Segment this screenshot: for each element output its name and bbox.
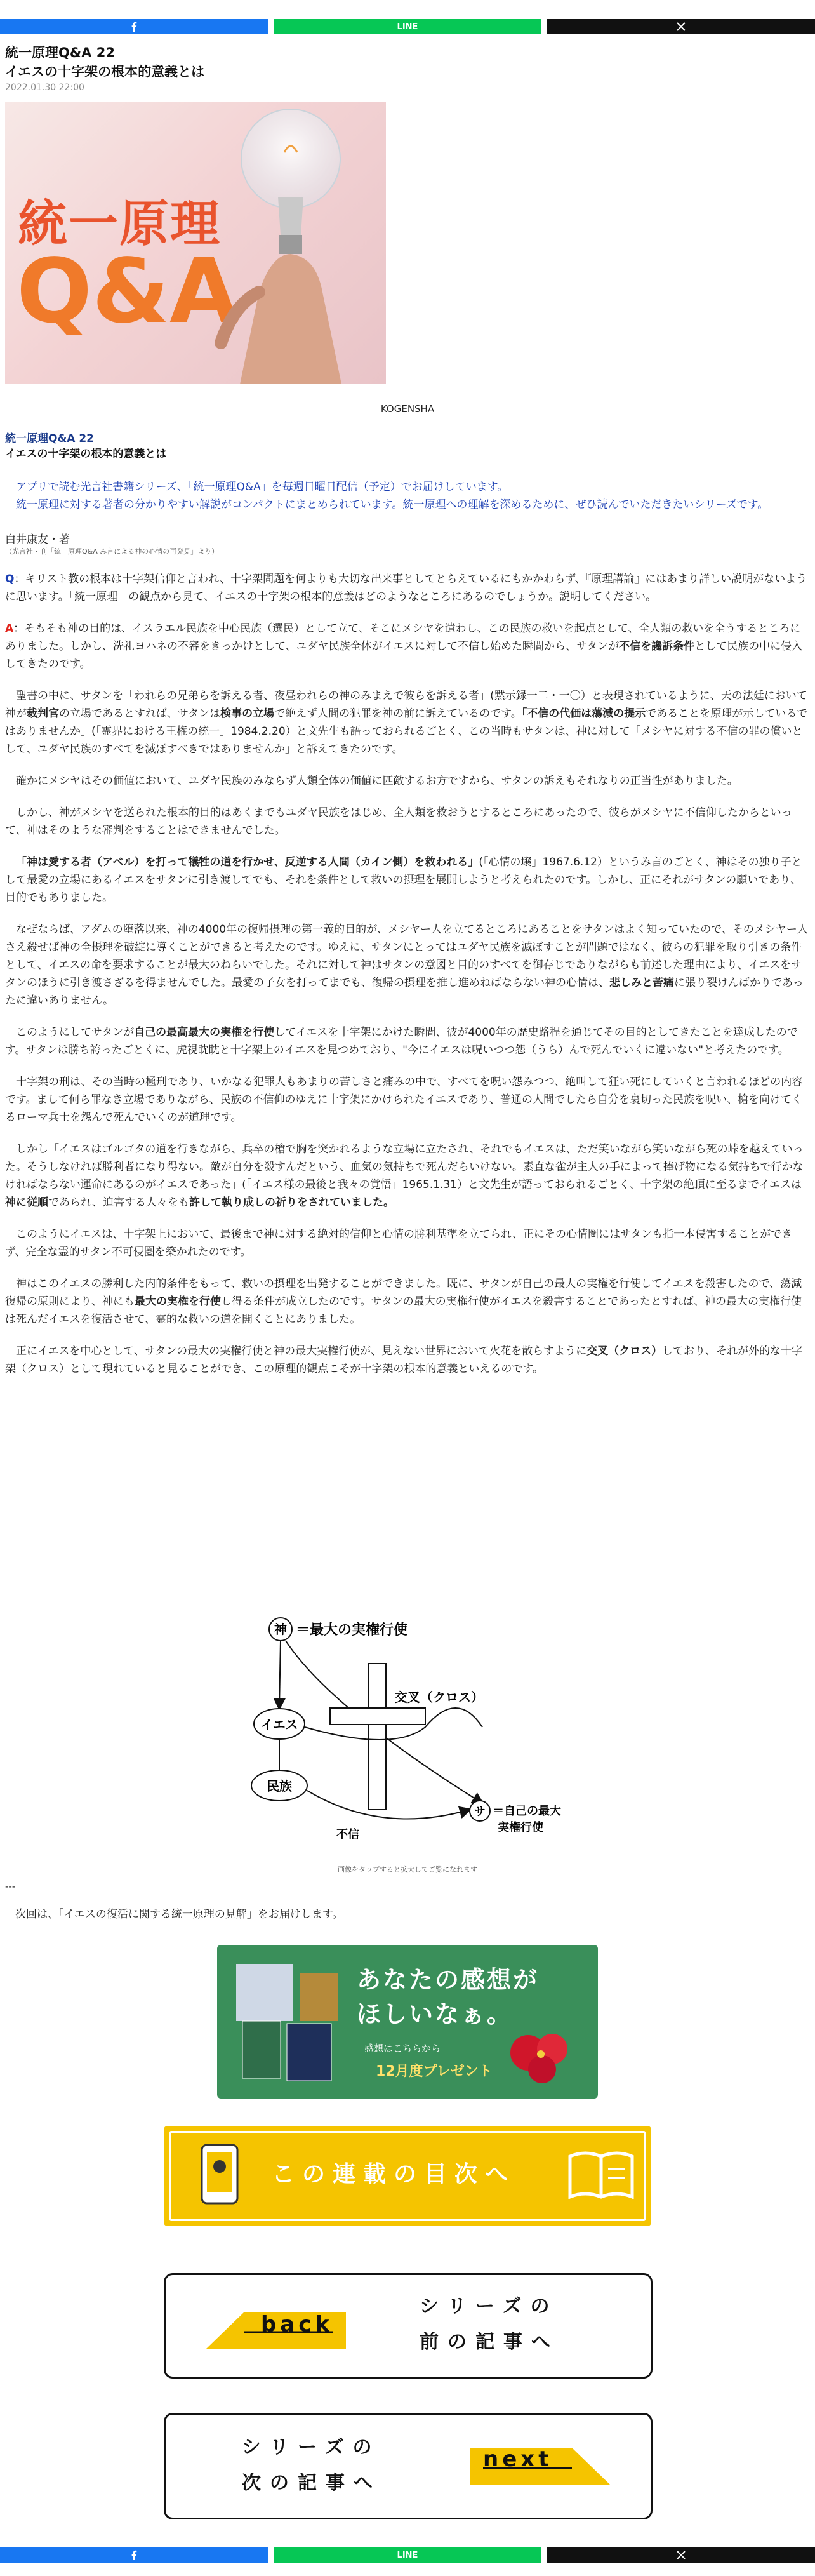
intro-paragraph-1: アプリで読む光言社書籍シリーズ、「統一原理Q&A」を毎週日曜日配信（予定）でお届けしています。 — [16, 481, 508, 493]
title-line-2: イエスの十字架の根本的意義とは — [5, 64, 205, 79]
p7-text-a: なぜならば、アダムの堕落以来、神の4000年の復帰摂理の第一義的目的が、メシヤー人を立てるところにあることをサタンはよく知っていたので、そのメシヤー人さえ殺せば神の全摂理を破綻に導くことができると考えたのです。ゆえに、サタンにとってはユダヤ民族を滅ぼすことが問題ではなく、彼らの犯罪を取り引きの条件として、イエスの命を要求することが最大のねらいでした。それに対して神はサタンの意図と目的のすべてを御存じでありながらも前述した理由により、イエスをサタンのほうに引き渡さざるを得ませんでした。最愛の子女を打ってまでも、復帰の摂理を推し進めねばならない神の心情は、 — [5, 923, 808, 989]
p3-bold-2: 検事の立場 — [220, 707, 275, 720]
p6-text: (「心情の壌」1967.6.12）というみ言のごとく、神はその独り子として最愛の立場にあるイエスをサタンに引き渡してでも、それを条件として救いの摂理を展開しようと考えられたのです。しかし、正にそれがサタンの願いであり、目的でもありました。 — [5, 856, 802, 904]
title-line-1: 統一原理Q&A 22 — [5, 45, 115, 60]
intro-paragraph-2: 統一原理に対する著者の分かりやすい解説がコンパクトにまとめられています。統一原理への理解を深めるために、ぜひ読んでいただきたいシリーズです。 — [16, 498, 769, 511]
back-line-2: 前の記事へ — [420, 2331, 559, 2353]
paragraph-6 — [5, 853, 810, 907]
p8-text-a: このようにしてサタンが — [16, 1026, 135, 1039]
next-line-2: 次の記事へ — [242, 2472, 381, 2494]
answer-text: ：そもそも神の目的は、イスラエル民族を中心民族（選民）として立て、そこにメシヤを遣わし、この民族の救いを起点として、全人類の救いを全うするところにありました。しかし、洗礼ヨハネの不審をきっかけとして、ユダヤ民族全体がイエスに対して不信し始めた瞬間から、サタンが — [5, 622, 801, 653]
intro-block — [5, 478, 810, 514]
back-line-1: シリーズの — [420, 2295, 559, 2318]
satan-label: サ — [474, 1805, 486, 1819]
kami-label: 神 — [274, 1622, 287, 1637]
line-share-label-bottom: LINE — [397, 2550, 418, 2560]
x-share-button[interactable] — [547, 19, 815, 34]
p3-bold-3: 「不信の代価は蕩減の提示 — [521, 707, 646, 720]
light-bulb-icon — [195, 102, 386, 384]
share-bar-top — [0, 19, 815, 34]
present-headline-2: ほしいなぁ。 — [357, 2000, 514, 2028]
hero-text-qa: Q&A — [17, 240, 239, 344]
p13-text-c: しており、それが外的な十字架（クロス）として現れていると見ることができ、この原理的観点こそが十字架の根本的意義といえるのです。 — [5, 1345, 803, 1375]
paragraph-7 — [5, 921, 810, 1010]
back-tag: back — [261, 2312, 334, 2337]
paragraph-11: このようにイエスは、十字架上において、最後まで神に対する絶対的信仰と心情の勝利基準を立てられ、正にその心情圏にはサタンも指一本侵害することができず、完全な霊的サタン不可侵圏を築かれたのです。 — [5, 1228, 793, 1258]
minzoku-label: 民族 — [267, 1779, 292, 1794]
diagram-caption: 画像をタップすると拡大してご覧になれます — [338, 1865, 477, 1874]
page-title — [5, 43, 810, 81]
back-text — [420, 2289, 559, 2360]
question-text: ：キリスト教の根本は十字架信仰と言われ、十字架問題を何よりも大切な出来事としてとらえているにもかかわらず、『原理講論』にはあまり詳しい説明がないように思います。「統一原理」の観点から見て、イエスの十字架の根本的意義はどのようなところにあるのでしょうか。説明してください。 — [5, 573, 807, 603]
answer-bold: 不信を讒訴条件 — [619, 640, 695, 653]
p3-text-c: の立場であるとすれば、サタンは — [59, 707, 221, 720]
present-banner[interactable] — [217, 1945, 598, 2099]
arrow-minzoku-to-satan — [307, 1791, 470, 1819]
jesus-label: イエス — [260, 1717, 298, 1732]
x-icon — [676, 2550, 686, 2560]
next-article-button[interactable] — [164, 2413, 653, 2519]
cross-vertical — [368, 1664, 386, 1810]
p10-bold-1: 神に従順 — [5, 1196, 48, 1209]
p3-text-e: であることを原理が示しているではありませんか」(「霊界における王権の統一」1984.2.20）と文先生も語っておられるごとく、この当時もサタンは、神に対して「メシヤに対する不信の罪の償いとして、ユダヤ民族のすべてを滅ぼすべきではありませんか」と訴えてきたのです。 — [5, 707, 808, 756]
sub-title-topic: イエスの十字架の根本的意義とは — [5, 448, 167, 460]
present-headline-1: あなたの感想が — [357, 1966, 540, 1994]
satan-description-1: ＝自己の最大 — [493, 1805, 561, 1818]
facebook-icon — [129, 2550, 139, 2560]
paragraph-5: しかし、神がメシヤを送られた根本的目的はあくまでもユダヤ民族をはじめ、全人類を救おうとするところにあったので、彼らがメシヤに不信仰したからといって、神はそのような審判をすることはできませんでした。 — [5, 806, 792, 837]
p10-text-a: しかし「イエスはゴルゴタの道を行きながら、兵卒の槍で胸を突かれるような立場に立たされ、それでもイエスは、ただ笑いながら笑いながら死の峠を越えていった。そうしなければ勝利者になり得ない。敵が自分を殺すんだという、血気の気持ちで死んだらいけない。素直な雀が主人の手によって捧げ物になる気持ちで行かなければならない運命にあるのがイエスであった」(「イエス様の最後と我々の覚悟」1965.1.31）と文先生が語っておられるごとく、十字架の絶頂に至るまでイエスは — [5, 1143, 804, 1191]
x-icon — [676, 22, 686, 32]
paragraph-4: 確かにメシヤはその価値において、ユダヤ民族のみならず人類全体の価値に匹敵するお方ですから、サタンの訴えもそれなりの正当性がありました。 — [16, 775, 738, 787]
paragraph-13 — [5, 1342, 810, 1378]
next-line-1: シリーズの — [242, 2436, 381, 2459]
p3-bold-1: 裁判官 — [27, 707, 59, 720]
kami-description: ＝最大の実権行使 — [296, 1622, 408, 1638]
p3-text-a: 聖書の中に、サタンを「われらの兄弟らを訴える者、夜昼われらの神のみまえで彼らを訴える者」(黙示録一二・一〇）と表現されているように、天の法廷において神が — [5, 690, 807, 720]
facebook-share-button[interactable] — [0, 19, 268, 34]
line-share-button-bottom[interactable] — [274, 2547, 541, 2563]
arrow-kami-to-jesus — [279, 1641, 281, 1708]
p13-bold: 交叉（クロス） — [586, 1345, 663, 1358]
hero-image — [5, 102, 386, 384]
p10-bold-2: 許して執り成しの祈りをされていました。 — [189, 1196, 395, 1209]
sub-title-series: 統一原理Q&A 22 — [5, 432, 95, 445]
next-tag: next — [483, 2446, 553, 2472]
publisher-name: KOGENSHA — [380, 403, 435, 415]
open-book-icon — [566, 2147, 636, 2205]
p8-bold: 自己の最高最大の実権を行使 — [134, 1026, 275, 1039]
paragraph-10 — [5, 1140, 810, 1211]
article — [5, 43, 810, 1378]
hero-text-toitsu: 統一原理 — [18, 196, 222, 253]
p12-text-c: し得る条件が成立したのです。サタンの最大の実権行使がイエスを殺害することであったとすれば、神の最大の実権行使は死んだイエスを復活させて、霊的な救いの道を開くことにありました。 — [5, 1295, 802, 1326]
present-month: 12月度プレゼント — [376, 2064, 493, 2079]
poinsettia-icon — [503, 2021, 579, 2091]
cross-label: 交叉（クロス） — [395, 1690, 484, 1705]
cross-horizontal — [330, 1708, 425, 1725]
books-illustration-icon — [230, 1960, 344, 2085]
previous-article-button[interactable] — [164, 2273, 653, 2379]
answer-paragraph — [5, 620, 810, 673]
question-paragraph — [5, 570, 810, 606]
line-share-label: LINE — [397, 22, 418, 32]
present-sub: 感想はこちらから — [364, 2043, 441, 2054]
paragraph-3 — [5, 687, 810, 758]
author-name: 白井康友・著 — [5, 533, 70, 546]
p7-bold: 悲しみと苦痛 — [609, 977, 674, 989]
p12-bold: 最大の実権を行使 — [135, 1295, 221, 1308]
answer-label: A — [5, 622, 14, 635]
satan-description-2: 実権行使 — [498, 1821, 543, 1834]
line-share-button[interactable] — [274, 19, 541, 34]
facebook-share-button-bottom[interactable] — [0, 2547, 268, 2563]
p7-text-c: に張り裂けんばかりであったに違いありません。 — [5, 977, 804, 1007]
facebook-icon — [129, 22, 139, 32]
share-bar-bottom — [0, 2547, 815, 2563]
x-share-button-bottom[interactable] — [547, 2547, 815, 2563]
question-label: Q — [5, 573, 15, 585]
smartphone-icon — [189, 2141, 253, 2211]
paragraph-12 — [5, 1275, 810, 1328]
p10-text-c: であられ、迫害する人々をも — [48, 1196, 190, 1209]
publish-date: 2022.01.30 22:00 — [5, 83, 84, 93]
toc-text: この連載の目次へ — [272, 2161, 516, 2187]
paragraph-8 — [5, 1024, 810, 1059]
p8-text-c: してイエスを十字架にかけた瞬間、彼が4000年の歴史路程を通じてその目的としてきたことを達成したのです。サタンは勝ち誇ったごとくに、虎視眈眈と十字架上のイエスを見つめており、"今にイエスは呪いつつ怨（うら）んで死んでいくに違いない"と考えたのです。 — [5, 1026, 798, 1057]
cross-diagram[interactable] — [254, 1613, 561, 1854]
next-text — [242, 2430, 381, 2501]
fushin-label: 不信 — [336, 1828, 359, 1841]
separator: --- — [5, 1881, 16, 1892]
p12-text-a: 神はこのイエスの勝利した内的条件をもって、救いの摂理を出発することができました。既に、サタンが自己の最大の実権を行使してイエスを殺害したので、蕩減復帰の原則により、神にも — [5, 1278, 802, 1308]
p13-text-a: 正にイエスを中心として、サタンの最大の実権行使と神の最大実権行使が、見えない世界において火花を散らすように — [16, 1345, 587, 1358]
answer-tail: として民族の中に侵入してきたのです。 — [5, 640, 803, 671]
p3-text-d: で絶えず人間の犯罪を神の前に訴えているのです。 — [274, 707, 522, 720]
paragraph-9: 十字架の刑は、その当時の極刑であり、いかなる犯罪人もあまりの苦しさと痛みの中で、すべてを呪い怨みつつ、絶叫して狂い死にしていくと言われるほどの内容です。まして何ら罪なき立場でありながら、民族の不信仰のゆえに十字架にかけられたイエスであり、普通の人間でしたら自分を裏切った民族を呪い、槍を向けてくるローマ兵士を怨んで死んでいくのが道理です。 — [5, 1076, 803, 1124]
toc-banner[interactable] — [164, 2126, 651, 2226]
author-source-note: （光言社・刊「統一原理Q&A み言による神の心情の再発見」より） — [5, 547, 219, 556]
next-episode-note: 次回は、「イエスの復活に関する統一原理の見解」をお届けします。 — [15, 1908, 343, 1921]
p6-bold: 「神は愛する者（アベル）を打って犠牲の道を行かせ、反逆する人間（カイン側）を救われる」 — [16, 856, 479, 869]
